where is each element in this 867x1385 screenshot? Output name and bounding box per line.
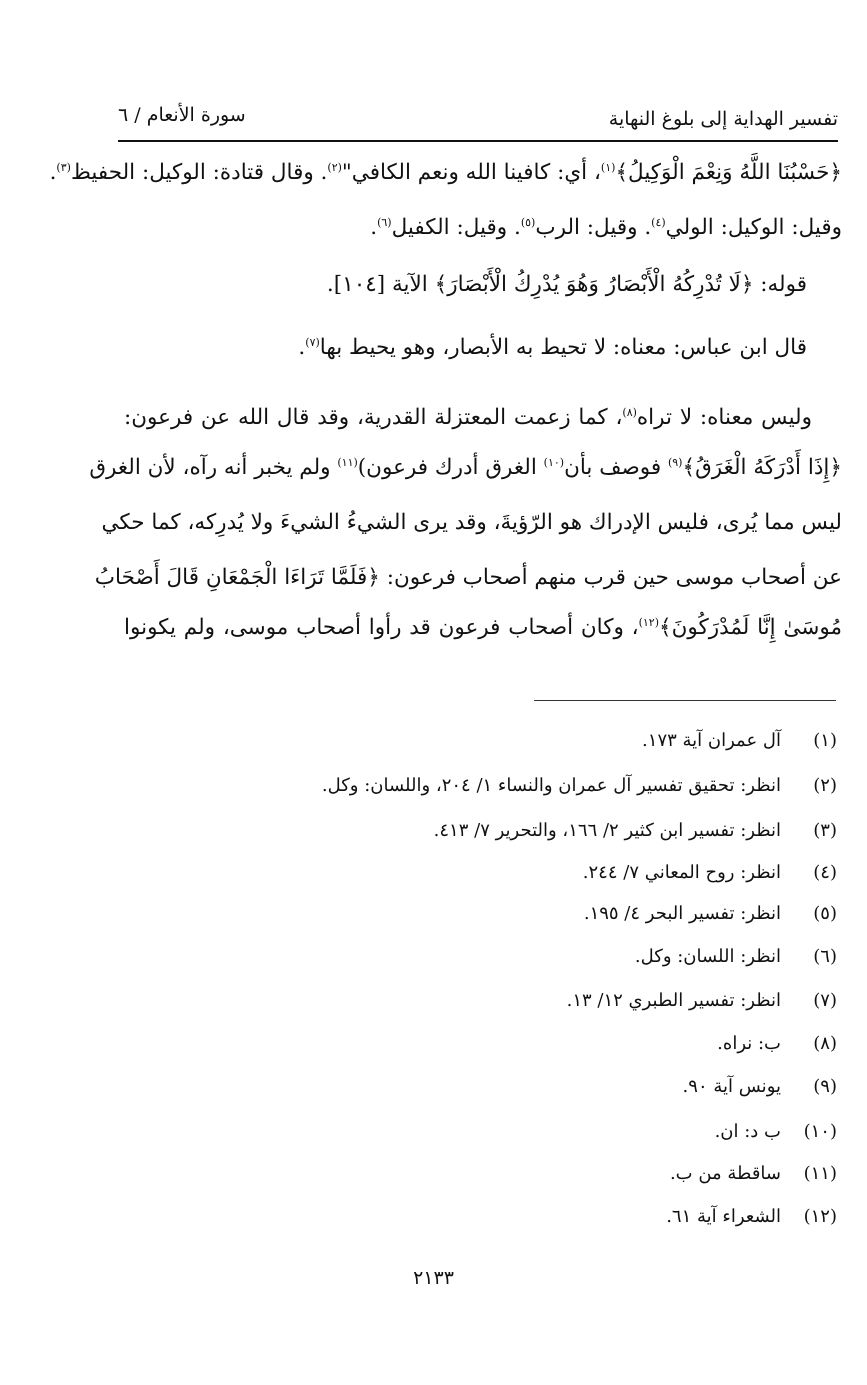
body-text: قال ابن عباس: معناه: لا تحيط به الأبصار، وهو يحيط بها — [319, 335, 807, 360]
body-line-9 — [124, 615, 842, 640]
footnote-ref: (٦) — [377, 215, 392, 229]
quran-verse: ﴿فَلَمَّا تَرَاءَا الْجَمْعَانِ قَالَ أَصْحَابُ — [94, 565, 380, 590]
footnote-text: انظر: روح المعاني ٧/ ٢٤٤. — [582, 862, 781, 883]
footnote-11 — [670, 1163, 837, 1184]
body-text: وقيل: الوكيل: الولي — [665, 215, 842, 240]
footnote-text: انظر: تفسير الطبري ١٢/ ١٣. — [566, 990, 781, 1011]
footnote-number: (١) — [813, 730, 837, 751]
footnote-number: (٥) — [813, 903, 837, 924]
body-line-4 — [298, 335, 807, 360]
footnote-8 — [717, 1033, 837, 1054]
running-header — [118, 104, 838, 138]
quran-verse: ﴿حَسْبُنَا اللَّهُ وَنِعْمَ الْوَكِيلُ﴾ — [615, 160, 842, 185]
footnote-ref: (٣) — [56, 160, 71, 174]
body-line-6 — [89, 455, 842, 480]
footnote-number: (٦) — [813, 946, 837, 967]
footnote-number: (١٢) — [803, 1206, 837, 1227]
body-text: . وقيل: الكفيل — [391, 215, 521, 240]
footnote-ref: (١٠) — [543, 455, 565, 469]
footnote-number: (٣) — [813, 820, 837, 841]
footnote-ref: (٩) — [667, 455, 683, 469]
body-line-1 — [49, 160, 842, 185]
footnote-ref: (٧) — [305, 335, 320, 349]
footnote-text: يونس آية ٩٠. — [682, 1076, 781, 1097]
footnote-12 — [666, 1206, 837, 1227]
body-text: . وقال قتادة: الوكيل: الحفيظ — [70, 160, 328, 185]
body-line-3 — [327, 272, 807, 297]
footnote-number: (١٠) — [803, 1121, 837, 1142]
footnote-text: آل عمران آية ١٧٣. — [642, 730, 781, 751]
footnote-ref: (١١) — [337, 455, 358, 469]
body-text: قوله: — [753, 272, 807, 297]
body-text: عن أصحاب موسى حين قرب منهم أصحاب فرعون: — [379, 565, 842, 590]
footnote-text: انظر: تفسير ابن كثير ٢/ ١٦٦، والتحرير ٧/ ٤١٣. — [433, 820, 781, 841]
footnote-6 — [635, 946, 837, 967]
footnote-text: ساقطة من ب. — [669, 1163, 781, 1184]
footnote-ref: (٨) — [622, 405, 637, 419]
body-line-2 — [370, 215, 842, 240]
body-line-7 — [101, 510, 842, 535]
quran-verse: مُوسَىٰ إِنَّا لَمُدْرَكُونَ﴾ — [658, 615, 842, 640]
footnote-number: (٢) — [813, 775, 837, 796]
footnote-text: ب د: ان. — [714, 1121, 781, 1142]
footnote-text: انظر: تحقيق تفسير آل عمران والنساء ١/ ٢٠٤، واللسان: وكل. — [321, 775, 781, 796]
footnote-ref: (١) — [600, 160, 616, 174]
body-line-5 — [124, 405, 812, 430]
footnote-number: (٩) — [813, 1076, 837, 1097]
body-text: الآية [١٠٤]. — [326, 272, 435, 297]
body-text: الغرق أدرك فرعون) — [357, 455, 544, 480]
footnote-ref: (٥) — [520, 215, 536, 229]
footnote-ref: (٤) — [651, 215, 666, 229]
page-number: ٢١٣٣ — [413, 1267, 454, 1289]
footnote-ref: (١٢) — [638, 615, 659, 629]
footnote-text: انظر: تفسير البحر ٤/ ١٩٥. — [583, 903, 781, 924]
body-text: وليس معناه: لا تراه — [636, 405, 812, 430]
footnote-number: (١١) — [803, 1163, 837, 1184]
body-text: ليس مما يُرى، فليس الإدراك هو الرّؤيةَ، وقد يرى الشيءُ الشيءَ ولا يُدرِكه، كما حكي — [101, 510, 842, 535]
body-text: فوصف بأن — [564, 455, 668, 480]
book-title: تفسير الهداية إلى بلوغ النهاية — [608, 108, 838, 130]
body-text: . — [298, 335, 306, 360]
footnote-number: (٧) — [813, 990, 837, 1011]
footnote-7 — [567, 990, 837, 1011]
footnote-1 — [642, 730, 837, 751]
body-text: . وقيل: الرب — [535, 215, 652, 240]
header-rule — [118, 140, 838, 142]
footnote-ref: (٢) — [327, 160, 342, 174]
footnote-2 — [322, 775, 837, 796]
footnote-separator — [534, 700, 836, 701]
body-text: ولم يخبر أنه رآه، لأن الغرق — [89, 455, 338, 480]
footnote-3 — [434, 820, 837, 841]
surah-label: سورة الأنعام / ٦ — [118, 104, 246, 126]
footnote-text: الشعراء آية ٦١. — [666, 1206, 781, 1227]
body-text: ، كما زعمت المعتزلة القدرية، وقد قال الله عن فرعون: — [124, 405, 623, 430]
footnote-10 — [715, 1121, 837, 1142]
footnote-4 — [583, 862, 837, 883]
footnote-number: (٤) — [813, 862, 837, 883]
body-text: . — [49, 160, 57, 185]
footnote-5 — [584, 903, 837, 924]
body-text: . — [370, 215, 378, 240]
footnote-number: (٨) — [813, 1033, 837, 1054]
body-text: ، وكان أصحاب فرعون قد رأوا أصحاب موسى، ولم يكونوا — [124, 615, 639, 640]
body-text: ، أي: كافينا الله ونعم الكافي" — [341, 160, 601, 185]
quran-verse: ﴿إِذَا أَدْرَكَهُ الْغَرَقُ﴾ — [682, 455, 842, 480]
quran-verse: ﴿لَا تُدْرِكُهُ الْأَبْصَارُ وَهُوَ يُدْرِكُ الْأَبْصَارَ﴾ — [434, 272, 754, 297]
footnote-text: انظر: اللسان: وكل. — [634, 946, 781, 967]
footnote-9 — [683, 1076, 837, 1097]
footnote-text: ب: نراه. — [717, 1033, 781, 1054]
body-line-8 — [94, 565, 842, 590]
